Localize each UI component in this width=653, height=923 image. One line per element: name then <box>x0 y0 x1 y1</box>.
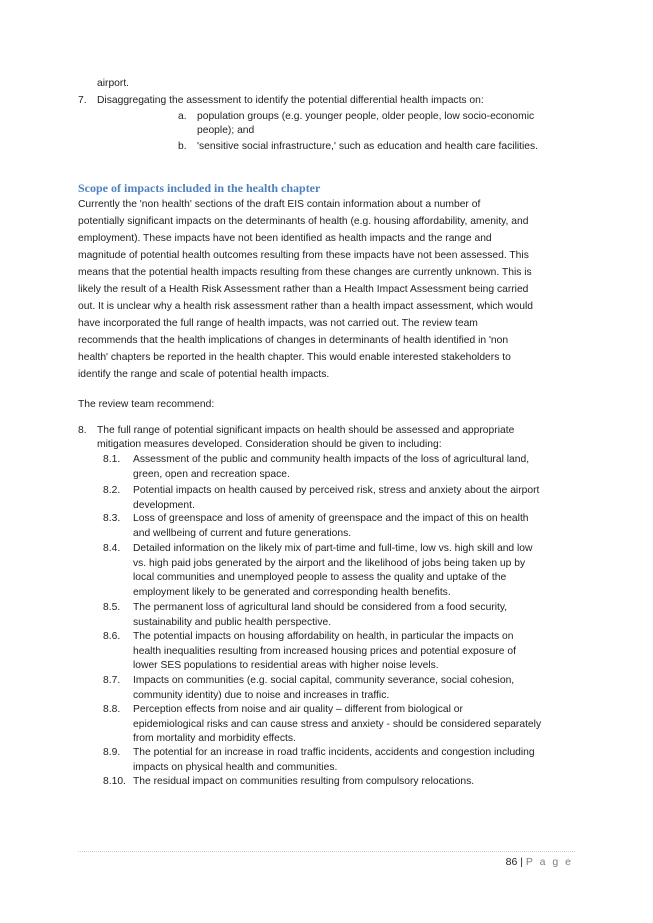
sublist-item-line: epidemiological risks and can cause stress and anxiety - should be considered separately <box>133 718 542 730</box>
sublist-item-line: development. <box>133 499 195 511</box>
sublist-number: 8.6. <box>103 631 121 642</box>
continuation-text: airport. <box>97 78 130 89</box>
sublist-item-line: and wellbeing of current and future generations. <box>133 527 352 539</box>
page-footer <box>506 856 573 868</box>
sublist-letter-b: b. <box>178 141 187 152</box>
footer-separator: | <box>520 856 523 868</box>
sublist-item-line: from mortality and morbidity effects. <box>133 733 296 745</box>
sublist-item-line: health inequalities resulting from increased housing prices and potential exposure of <box>133 645 516 657</box>
paragraph-line: Currently the 'non health' sections of the draft EIS contain information about a number of <box>78 199 481 210</box>
paragraph-line: magnitude of potential health outcomes resulting from these impacts have not been assessed. This <box>78 250 529 261</box>
paragraph-line: employment). These impacts have not been identified as health impacts and the range and <box>78 233 492 244</box>
list-number-8: 8. <box>78 425 87 436</box>
recommend-intro: The review team recommend: <box>78 399 215 410</box>
sublist-number: 8.8. <box>103 704 121 715</box>
sublist-item-line: Assessment of the public and community health impacts of the loss of agricultural land, <box>133 454 530 465</box>
sublist-item-line: employment likely to be generated and corresponding health benefits. <box>133 586 451 598</box>
sublist-item-line: impacts on physical health and communities. <box>133 761 338 773</box>
sublist-letter-a: a. <box>178 111 187 122</box>
sublist-item-a-line2: people); and <box>197 125 255 136</box>
paragraph-line: out. It is unclear why a health risk assessment rather than a health impact assessment, which would <box>78 301 533 312</box>
paragraph-line: means that the potential health impacts resulting from these changes are currently unknown. This is <box>78 267 532 278</box>
paragraph-line: identify the range and scale of potential health impacts. <box>78 369 330 380</box>
sublist-item-line: Loss of greenspace and loss of amenity of greenspace and the impact of this on health <box>133 513 529 524</box>
sublist-item-line: Impacts on communities (e.g. social capital, community severance, social cohesion, <box>133 675 515 686</box>
sublist-item-line: green, open and recreation space. <box>133 468 290 480</box>
sublist-item-line: The permanent loss of agricultural land should be considered from a food security, <box>133 602 508 613</box>
sublist-number: 8.9. <box>103 747 121 758</box>
sublist-number: 8.1. <box>103 454 121 465</box>
sublist-item-line: Potential impacts on health caused by perceived risk, stress and anxiety about the airport <box>133 485 540 496</box>
sublist-item-line: community identity) due to noise and increases in traffic. <box>133 689 390 701</box>
sublist-item-line: vs. high paid jobs generated by the airport and the likelihood of jobs being taken up by <box>133 557 526 569</box>
footer-divider <box>78 851 575 852</box>
sublist-number: 8.2. <box>103 485 121 496</box>
sublist-item-line: local communities and unemployed people to assess the quality and uptake of the <box>133 572 507 584</box>
sublist-item-line: Detailed information on the likely mix of part-time and full-time, low vs. high skill and low <box>133 543 533 554</box>
sublist-number: 8.3. <box>103 513 121 524</box>
section-heading: Scope of impacts included in the health chapter <box>78 181 321 195</box>
sublist-item-line: The residual impact on communities resulting from compulsory relocations. <box>133 776 475 787</box>
list-item-7-text: Disaggregating the assessment to identify the potential differential health impacts on: <box>97 95 484 106</box>
sublist-number: 8.7. <box>103 675 121 686</box>
paragraph-line: have incorporated the full range of health impacts, was not carried out. The review team <box>78 318 478 329</box>
page-number: 86 <box>505 856 518 868</box>
paragraph-line: likely the result of a Health Risk Assessment rather than a Health Impact Assessment being carried <box>78 284 529 295</box>
sublist-number: 8.5. <box>103 602 121 613</box>
paragraph-line: health' chapters be reported in the health chapter. This would enable interested stakeholders to <box>78 352 511 363</box>
sublist-item-line: The potential for an increase in road traffic incidents, accidents and congestion including <box>133 747 535 758</box>
paragraph-line: recommends that the health implications of changes in determinants of health identified in 'non <box>78 335 509 346</box>
sublist-item-line: sustainability and public health perspective. <box>133 616 332 628</box>
sublist-item-b-line1: 'sensitive social infrastructure,' such as education and health care facilities. <box>197 141 539 152</box>
list-item-8-line1: The full range of potential significant impacts on health should be assessed and appropriate <box>97 425 515 436</box>
sublist-number: 8.10. <box>103 776 126 787</box>
sublist-item-a-line1: population groups (e.g. younger people, older people, low socio-economic <box>197 111 535 122</box>
sublist-item-line: The potential impacts on housing affordability on health, in particular the impacts on <box>133 631 514 642</box>
sublist-number: 8.4. <box>103 543 121 554</box>
list-number-7: 7. <box>78 95 87 106</box>
sublist-item-line: lower SES populations to residential areas with higher noise levels. <box>133 660 439 672</box>
sublist-item-line: Perception effects from noise and air quality – different from biological or <box>133 704 463 715</box>
list-item-8-line2: mitigation measures developed. Consideration should be given to including: <box>97 439 442 450</box>
paragraph-line: potentially significant impacts on the determinants of health (e.g. housing affordability, amenity, and <box>78 216 529 227</box>
page-label: P a g e <box>525 856 573 868</box>
